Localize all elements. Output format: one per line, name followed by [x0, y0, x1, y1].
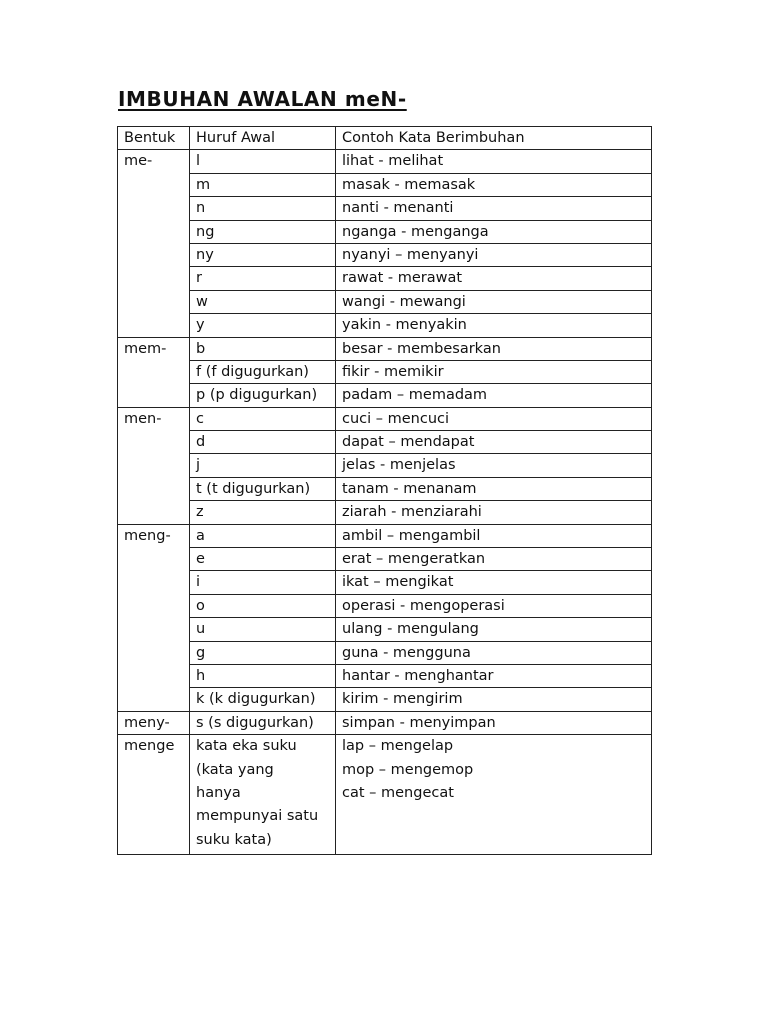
huruf-awal-cell: ny: [190, 243, 336, 266]
table-row: [118, 664, 652, 687]
table-row: [118, 243, 652, 266]
bentuk-cell: [118, 384, 190, 407]
bentuk-cell: [118, 243, 190, 266]
bentuk-cell: [118, 314, 190, 337]
contoh-cell: lihat - melihat: [336, 150, 652, 173]
huruf-awal-cell: l: [190, 150, 336, 173]
contoh-cell: ikat – mengikat: [336, 571, 652, 594]
huruf-awal-cell: g: [190, 641, 336, 664]
contoh-cell: cuci – mencuci: [336, 407, 652, 430]
contoh-cell: yakin - menyakin: [336, 314, 652, 337]
contoh-cell: simpan - menyimpan: [336, 711, 652, 734]
huruf-awal-cell: ng: [190, 220, 336, 243]
huruf-awal-cell: f (f digugurkan): [190, 360, 336, 383]
table-row: [118, 524, 652, 547]
contoh-cell: ziarah - menziarahi: [336, 501, 652, 524]
contoh-cell: [336, 735, 652, 855]
bentuk-cell: meny-: [118, 711, 190, 734]
contoh-cell: fikir - memikir: [336, 360, 652, 383]
table-row: [118, 360, 652, 383]
table-row: [118, 337, 652, 360]
table-row: [118, 431, 652, 454]
table-row: [118, 618, 652, 641]
huruf-awal-cell: w: [190, 290, 336, 313]
huruf-awal-cell: a: [190, 524, 336, 547]
bentuk-cell: [118, 267, 190, 290]
huruf-awal-cell: t (t digugurkan): [190, 477, 336, 500]
contoh-cell: nanti - menanti: [336, 197, 652, 220]
table-row: [118, 501, 652, 524]
huruf-awal-cell: c: [190, 407, 336, 430]
huruf-awal-cell: [190, 735, 336, 855]
huruf-awal-line: suku kata): [196, 831, 272, 848]
contoh-line: mop – mengemop: [342, 761, 474, 778]
table-row: [118, 548, 652, 571]
huruf-awal-line: (kata yang: [196, 761, 274, 778]
table-row: [118, 711, 652, 734]
huruf-awal-cell: y: [190, 314, 336, 337]
header-contoh: Contoh Kata Berimbuhan: [336, 127, 652, 150]
table-row: [118, 407, 652, 430]
contoh-cell: operasi - mengoperasi: [336, 594, 652, 617]
bentuk-cell: [118, 688, 190, 711]
bentuk-cell: [118, 454, 190, 477]
bentuk-cell: [118, 641, 190, 664]
bentuk-cell: [118, 548, 190, 571]
bentuk-cell: [118, 197, 190, 220]
bentuk-cell: [118, 290, 190, 313]
contoh-cell: nganga - menganga: [336, 220, 652, 243]
table-row: [118, 267, 652, 290]
bentuk-cell: [118, 571, 190, 594]
contoh-cell: kirim - mengirim: [336, 688, 652, 711]
huruf-awal-line: kata eka suku: [196, 738, 297, 755]
contoh-line: cat – mengecat: [342, 784, 454, 801]
contoh-cell: besar - membesarkan: [336, 337, 652, 360]
table-row: [118, 173, 652, 196]
huruf-awal-cell: h: [190, 664, 336, 687]
affix-table: [117, 126, 652, 855]
table-row: [118, 314, 652, 337]
bentuk-cell: [118, 431, 190, 454]
bentuk-cell: menge: [118, 735, 190, 855]
huruf-awal-cell: s (s digugurkan): [190, 711, 336, 734]
bentuk-cell: [118, 360, 190, 383]
contoh-cell: erat – mengeratkan: [336, 548, 652, 571]
huruf-awal-cell: k (k digugurkan): [190, 688, 336, 711]
table-row: [118, 571, 652, 594]
header-row: [118, 127, 652, 150]
header-huruf-awal: Huruf Awal: [190, 127, 336, 150]
table-row: [118, 384, 652, 407]
bentuk-cell: [118, 664, 190, 687]
table-row: [118, 594, 652, 617]
huruf-awal-cell: j: [190, 454, 336, 477]
table-row: [118, 197, 652, 220]
huruf-awal-cell: e: [190, 548, 336, 571]
bentuk-cell: [118, 618, 190, 641]
bentuk-cell: meng-: [118, 524, 190, 547]
bentuk-cell: [118, 477, 190, 500]
huruf-awal-cell: o: [190, 594, 336, 617]
table-row: [118, 735, 652, 855]
contoh-cell: padam – memadam: [336, 384, 652, 407]
bentuk-cell: [118, 220, 190, 243]
table-row: [118, 688, 652, 711]
huruf-awal-cell: d: [190, 431, 336, 454]
table-row: [118, 290, 652, 313]
table-row: [118, 150, 652, 173]
bentuk-cell: [118, 594, 190, 617]
contoh-cell: nyanyi – menyanyi: [336, 243, 652, 266]
table-row: [118, 220, 652, 243]
table-row: [118, 454, 652, 477]
bentuk-cell: me-: [118, 150, 190, 173]
contoh-cell: hantar - menghantar: [336, 664, 652, 687]
contoh-cell: wangi - mewangi: [336, 290, 652, 313]
contoh-cell: masak - memasak: [336, 173, 652, 196]
contoh-cell: ambil – mengambil: [336, 524, 652, 547]
contoh-cell: ulang - mengulang: [336, 618, 652, 641]
huruf-awal-cell: i: [190, 571, 336, 594]
contoh-cell: jelas - menjelas: [336, 454, 652, 477]
huruf-awal-cell: n: [190, 197, 336, 220]
huruf-awal-line: mempunyai satu: [196, 808, 319, 825]
bentuk-cell: [118, 173, 190, 196]
bentuk-cell: men-: [118, 407, 190, 430]
contoh-cell: guna - mengguna: [336, 641, 652, 664]
table-row: [118, 641, 652, 664]
bentuk-cell: [118, 501, 190, 524]
huruf-awal-cell: r: [190, 267, 336, 290]
contoh-cell: tanam - menanam: [336, 477, 652, 500]
huruf-awal-cell: z: [190, 501, 336, 524]
page-title: IMBUHAN AWALAN meN-: [118, 87, 407, 111]
contoh-cell: dapat – mendapat: [336, 431, 652, 454]
huruf-awal-line: hanya: [196, 784, 241, 801]
huruf-awal-cell: u: [190, 618, 336, 641]
huruf-awal-cell: p (p digugurkan): [190, 384, 336, 407]
bentuk-cell: mem-: [118, 337, 190, 360]
huruf-awal-cell: b: [190, 337, 336, 360]
contoh-cell: rawat - merawat: [336, 267, 652, 290]
huruf-awal-cell: m: [190, 173, 336, 196]
header-bentuk: Bentuk: [118, 127, 190, 150]
contoh-line: lap – mengelap: [342, 738, 454, 755]
table-row: [118, 477, 652, 500]
